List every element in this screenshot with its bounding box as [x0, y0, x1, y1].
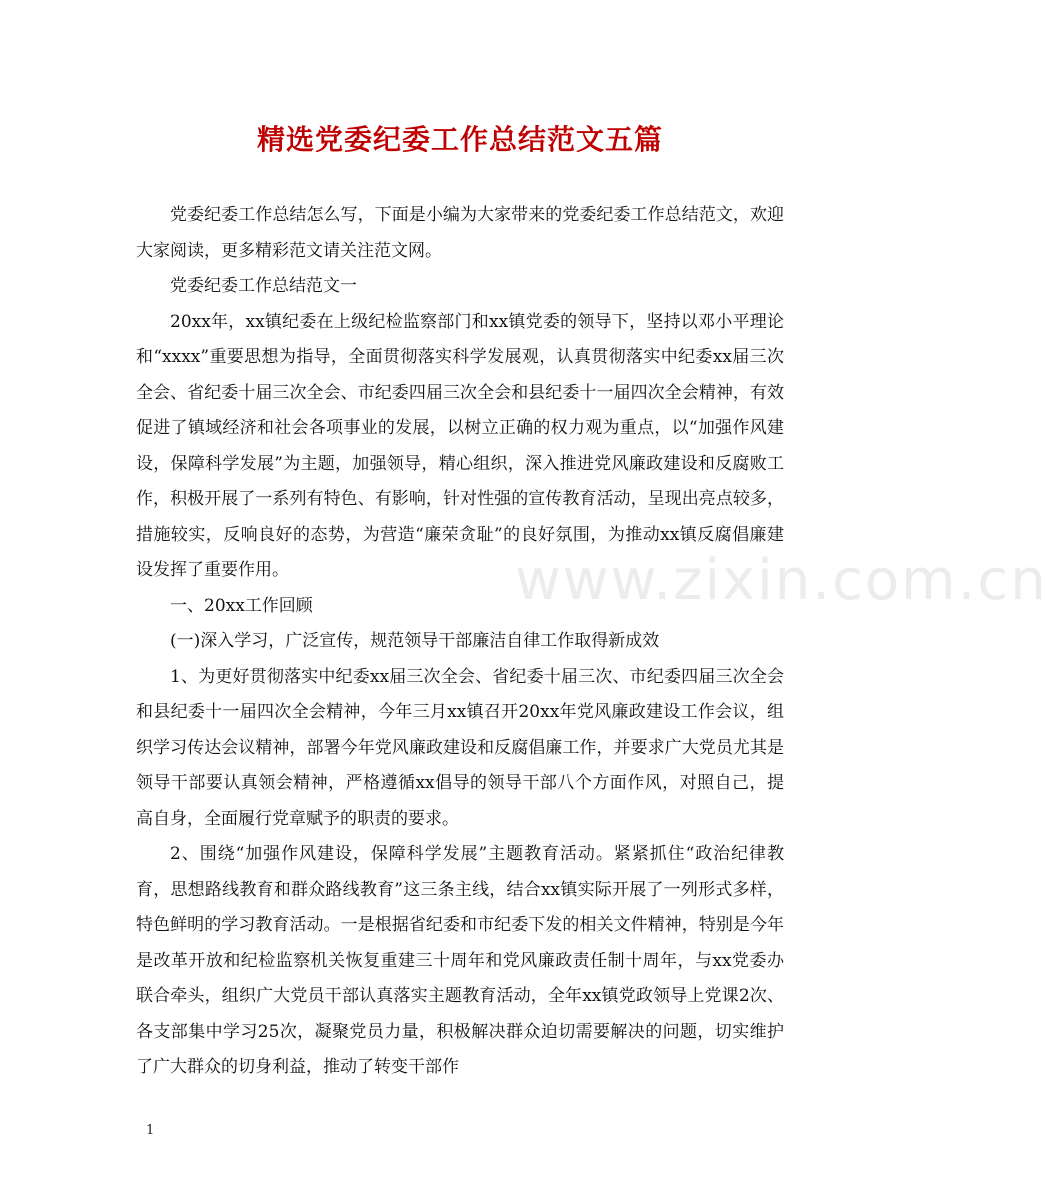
document-title: 精选党委纪委工作总结范文五篇 [256, 123, 663, 156]
body-paragraph-3: 2、围绕“加强作风建设，保障科学发展”主题教育活动。紧紧抓住“政治纪律教育，思想路线教育和群众路线教育”这三条主线，结合xx镇实际开展了一列形式多样，特色鲜明的学习教育活动。一是根据省纪委和市纪委下发的相关文件精神，特别是今年是改革开放和纪检监察机关恢复重建三十周年和党风廉政责任制十周年，与xx党委办联合牵头，组织广大党员干部认真落实主题教育活动，全年xx镇党政领导上党课2次、各支部集中学习25次，凝聚党员力量，积极解决群众迫切需要解决的问题，切实维护了广大群众的切身利益，推动了转变干部作 [136, 844, 784, 1077]
page-number: 1 [146, 1123, 155, 1138]
intro-paragraph: 党委纪委工作总结怎么写，下面是小编为大家带来的党委纪委工作总结范文，欢迎大家阅读，更多精彩范文请关注范文网。 [136, 205, 784, 261]
subsection-heading-1: (一)深入学习，广泛宣传，规范领导干部廉洁自律工作取得新成效 [170, 631, 660, 651]
body-paragraph-2: 1、为更好贯彻落实中纪委xx届三次全会、省纪委十届三次、市纪委四届三次全会和县纪委十一届四次全会精神，今年三月xx镇召开20xx年党风廉政建设工作会议，组织学习传达会议精神，部署今年党风廉政建设和反腐倡廉工作，并要求广大党员尤其是领导干部要认真领会精神，严格遵循xx倡导的领导干部八个方面作风，对照自己，提高自身，全面履行党章赋予的职责的要求。 [136, 666, 784, 829]
section-heading-1: 党委纪委工作总结范文一 [170, 276, 357, 296]
document-body [136, 198, 784, 1086]
section-heading-review: 一、20xx工作回顾 [170, 595, 313, 616]
body-paragraph-1: 20xx年，xx镇纪委在上级纪检监察部门和xx镇党委的领导下，坚持以邓小平理论和“xxxx”重要思想为指导，全面贯彻落实科学发展观，认真贯彻落实中纪委xx届三次全会、省纪委十届三次全会、市纪委四届三次全会和县纪委十一届四次全会精神，有效促进了镇域经济和社会各项事业的发展，以树立正确的权力观为重点，以“加强作风建设，保障科学发展”为主题，加强领导，精心组织，深入推进党风廉政建设和反腐败工作，积极开展了一系列有特色、有影响，针对性强的宣传教育活动，呈现出亮点较多，措施较实，反响良好的态势，为营造“廉荣贪耻”的良好氛围，为推动xx镇反腐倡廉建设发挥了重要作用。 [136, 311, 784, 580]
watermark-text: www.zixin.com.cn [515, 548, 1048, 613]
